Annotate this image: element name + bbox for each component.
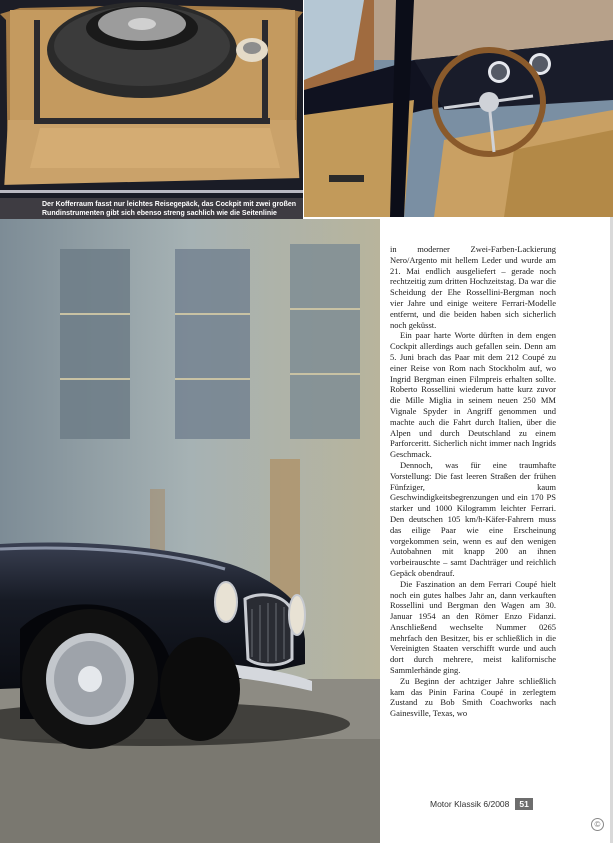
page-footer	[430, 797, 533, 810]
page-number: 51	[515, 798, 532, 810]
article-paragraph-5: Zu Beginn der achtziger Jahre schließlich kam das Pinin Farina Coupé in zerlegtem Zustand zu Bob Smith Coachworks nach Gainesville, Texas, wo	[390, 675, 556, 719]
photo-caption	[0, 198, 303, 219]
magazine-issue: Motor Klassik 6/2008	[430, 798, 510, 809]
cockpit-photo	[304, 0, 613, 217]
ferrari-front-photo	[0, 219, 380, 843]
article-paragraph-1: in moderner Zwei-Farben-Lackierung Nero/Argento mit hellem Leder und wurde am 21. Mai endlich ausgeliefert – gerade noch rechtzeitig zum dritten Hochzeitstag. Da war die Scheidung der Ehe Rossellini-Bergman noch vier Jahre und einige weitere Ferrari-Modelle entfernt, und die beiden haben sich sicherlich noch geküsst.	[390, 244, 556, 330]
trunk-photo	[0, 0, 303, 198]
article-paragraph-3: Dennoch, was für eine traumhafte Vorstellung: Die fast leeren Straßen der frühen Fünfziger, kaum Geschwindigkeitsbegrenzungen und ein 170 PS starker und 1000 Kilogramm leichter Ferrari. Den deutschen 105 km/h-Käfer-Fahrern muss das eilige Paar wie eine Erscheinung vorgekommen sein, wenn es auf den wenigen Autobahnen mit knapp 200 an ihnen vorbeirauschte – samt Dachträger und reichlich Gepäck obendrauf.	[390, 459, 556, 578]
article-column	[390, 244, 556, 779]
article-paragraph-4: Die Faszination an dem Ferrari Coupé hielt noch ein gutes halbes Jahr an, dann verkauften Rossellini und Bergman den Wagen am 30. Januar 1954 an den Römer Enzo Fidanzi. Anschließend wechselte Nummer 0265 mehrfach den Besitzer, bis er schließlich in die Vereinigten Staaten verschifft wurde und auch dort durch mehrere, meist kalifornische Sammlerhände ging.	[390, 578, 556, 676]
caption-line-1: Der Kofferraum fasst nur leichtes Reisegepäck, das Cockpit mit zwei großen	[42, 201, 297, 208]
copyright-icon: ©	[591, 818, 604, 831]
caption-line-2: Rundinstrumenten gibt sich ebenso streng sachlich wie die Seitenlinie	[42, 210, 277, 217]
article-paragraph-2: Ein paar harte Worte dürften in dem engen Cockpit allerdings auch gefallen sein. Denn am 5. Juni brach das Paar mit dem 212 Coupé zu einer Reise von Rom nach Stockholm auf, wo Ingrid Bergman einen Filmpreis erhalten sollte. Roberto Rossellini wiederum hatte kurz zuvor die Mille Miglia in seinem neuen 250 MM Vignale Spyder in Angriff genommen und machte auch die Fahrt durch Italien, über die Alpen und durch Deutschland zu einem Parforceritt. Sicherlich nicht immer nach Ingrids Geschmack.	[390, 330, 556, 460]
